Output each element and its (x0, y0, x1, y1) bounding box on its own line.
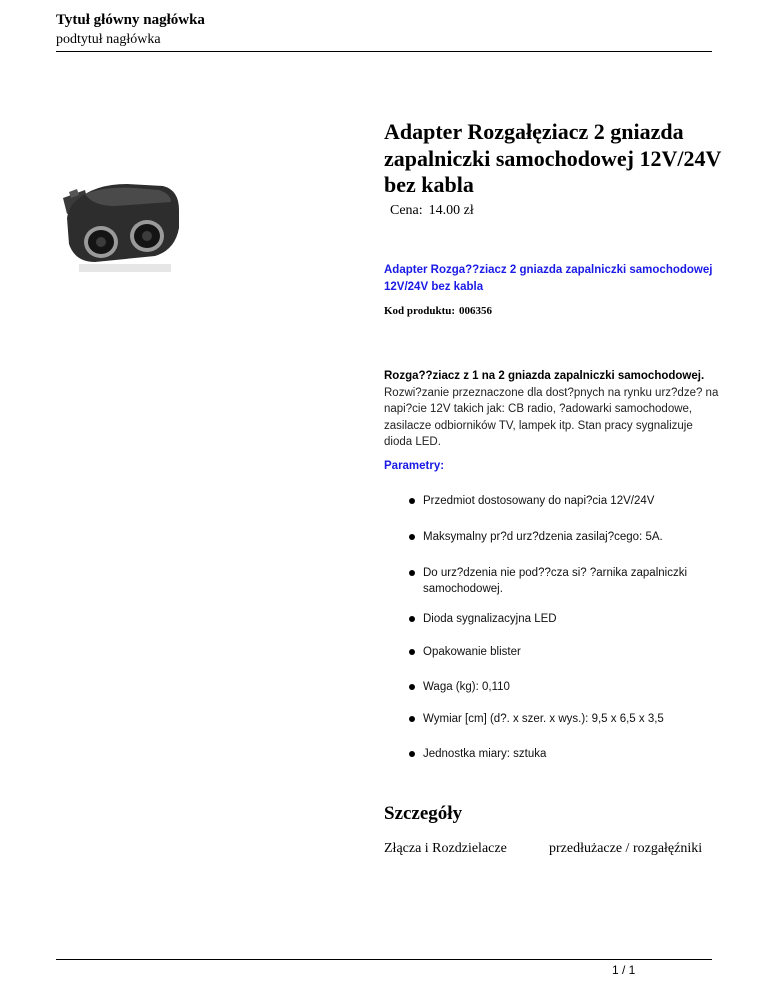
param-item: Do urz?dzenia nie pod??cza si? ?arnika zapalniczki samochodowej. (423, 567, 688, 595)
param-item: Wymiar [cm] (d?. x szer. x wys.): 9,5 x 6,5 x 3,5 (423, 713, 664, 725)
header-divider (56, 51, 712, 52)
price-value: 14.00 zł (428, 203, 474, 218)
product-code (384, 305, 492, 317)
footer-divider (56, 959, 712, 960)
bullet-icon (409, 498, 415, 504)
details-heading: Szczegóły (384, 803, 463, 824)
param-item: Maksymalny pr?d urz?dzenia zasilaj?cego: 5A. (423, 531, 663, 543)
price-row (390, 203, 474, 219)
params-label: Parametry: (384, 460, 445, 472)
header-subtitle: podtytuł nagłówka (56, 32, 161, 47)
bullet-icon (409, 751, 415, 757)
bullet-icon (409, 570, 415, 576)
category: Złącza i Rozdzielacze (384, 841, 507, 856)
param-item: Waga (kg): 0,110 (423, 681, 510, 693)
product-image (55, 170, 185, 280)
description-lead: Rozga??ziacz z 1 na 2 gniazda zapalniczki samochodowej. (384, 370, 705, 382)
bullet-icon (409, 649, 415, 655)
page-number: 1 / 1 (612, 963, 636, 977)
product-code-value: 006356 (459, 305, 493, 317)
bullet-icon (409, 534, 415, 540)
product-title: Adapter Rozgałęziacz 2 gniazda zapalniczki samochodowej 12V/24V bez kabla (384, 119, 721, 197)
bullet-icon (409, 616, 415, 622)
param-item: Jednostka miary: sztuka (423, 748, 547, 760)
description-body: Rozwi?zanie przeznaczone dla dost?pnych na rynku urz?dze? na napi?cie 12V takich jak: CB radio, ?adowarki samochodowe, zasilacze odbiorników TV, lampek itp. Stan pracy sygnalizuje dioda LED. (384, 386, 719, 448)
bullet-icon (409, 684, 415, 690)
param-item: Dioda sygnalizacyjna LED (423, 613, 557, 625)
product-description (384, 368, 724, 451)
param-item: Przedmiot dostosowany do napi?cia 12V/24V (423, 495, 655, 507)
subcategory: przedłużacze / rozgałęźniki (549, 841, 703, 856)
product-description-link[interactable]: Adapter Rozga??ziacz 2 gniazda zapalniczki samochodowej 12V/24V bez kabla (384, 264, 713, 293)
bullet-icon (409, 716, 415, 722)
param-item: Opakowanie blister (423, 646, 521, 658)
header-title: Tytuł główny nagłówka (56, 12, 205, 28)
price-label: Cena: (390, 203, 423, 218)
product-code-label: Kod produktu: (384, 305, 456, 317)
